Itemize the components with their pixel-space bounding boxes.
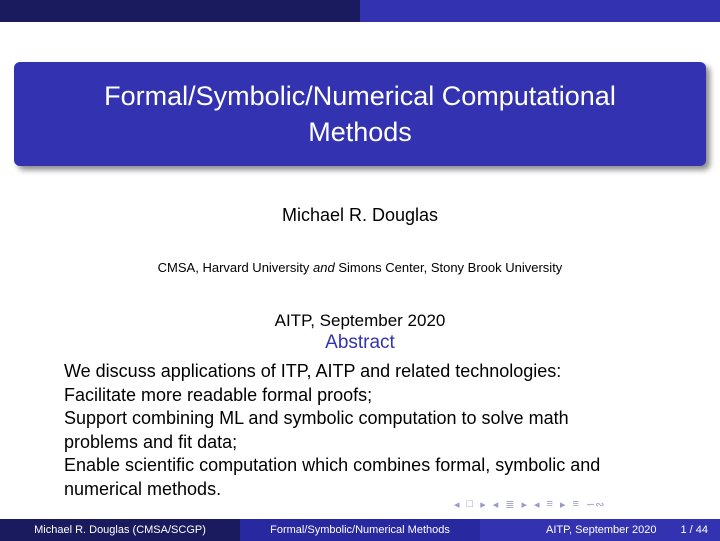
abstract-body [64,360,664,501]
nav-subsection-prev-icon[interactable]: ◂ [534,498,540,511]
abstract-line: Enable scientific computation which combines formal, symbolic and [64,455,601,475]
nav-search-icon[interactable]: ∽∾ [585,498,605,511]
slide-title: Formal/Symbolic/Numerical Computational Methods [104,81,616,147]
top-bar-left [0,0,360,22]
beamer-navigation [454,497,604,511]
nav-subsection-icon[interactable]: ≡ [546,498,553,510]
nav-next-icon[interactable]: ▸ [480,498,486,511]
abstract-line: problems and fit data; [64,431,238,452]
footer-author: Michael R. Douglas (CMSA/SCGP) [0,519,240,541]
affiliation-conj: and [313,260,335,275]
affiliation [0,260,720,275]
abstract-line: numerical methods. [64,478,222,499]
footer-date: AITP, September 2020 [545,524,657,536]
footer-right [480,519,720,541]
nav-align-icon[interactable]: ≡ [572,498,579,510]
affiliation-part2: Simons Center, Stony Brook University [338,260,563,275]
top-bar [0,0,720,22]
nav-section-icon[interactable]: ≣ [505,498,515,511]
author-name: Michael R. Douglas [281,205,439,225]
abstract-line: Facilitate more readable formal proofs; [64,384,373,405]
abstract-heading: Abstract [325,332,395,353]
nav-subsection-next-icon[interactable]: ▸ [559,498,566,511]
abstract-line: We discuss applications of ITP, AITP and related technologies: [64,361,562,381]
presentation-date: AITP, September 2020 [274,311,446,330]
footer-page-number: 1 / 44 [680,524,708,536]
nav-section-next-icon[interactable]: ▸ [521,498,527,511]
footer [0,519,720,541]
nav-section-prev-icon[interactable]: ◂ [492,498,499,511]
nav-prev-icon[interactable]: ◂ [454,498,460,511]
title-box [14,62,706,166]
footer-title: Formal/Symbolic/Numerical Methods [240,519,480,541]
affiliation-part1: CMSA, Harvard University [157,260,310,275]
top-bar-right [360,0,720,22]
abstract-line: Support combining ML and symbolic computation to solve math [64,408,569,428]
nav-frame-icon[interactable]: □ [466,498,474,510]
